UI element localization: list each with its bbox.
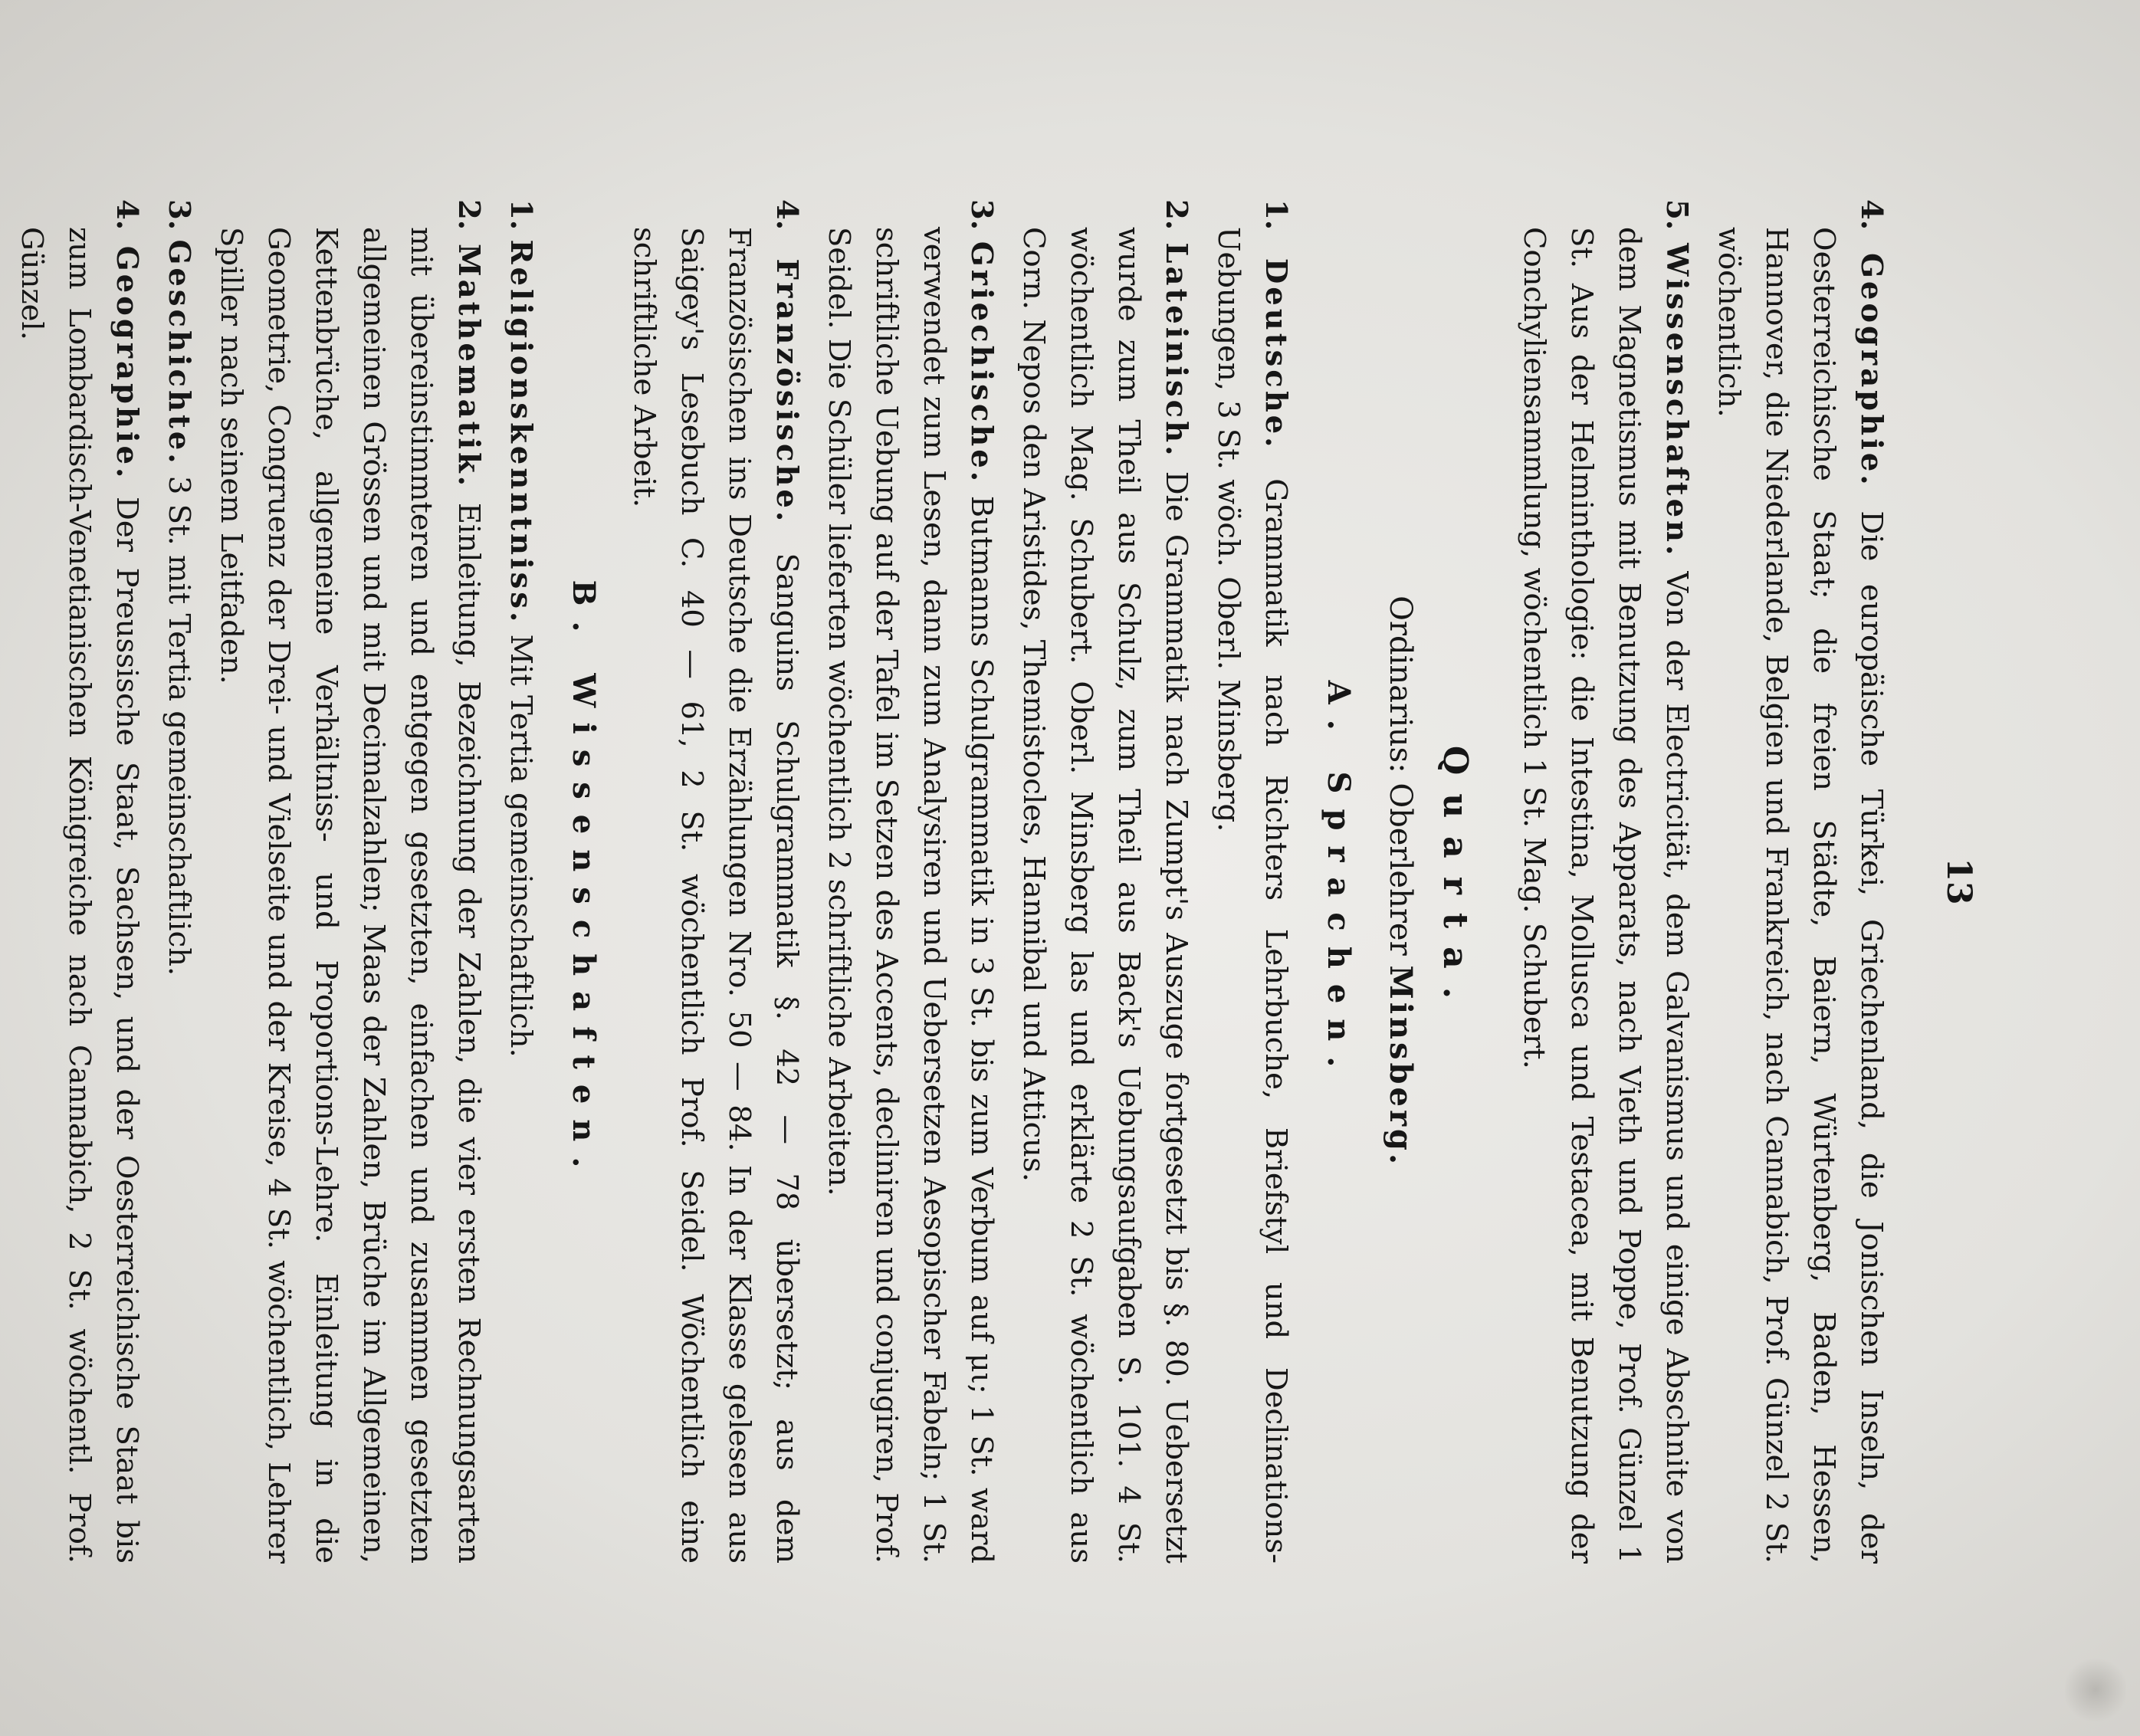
entry-naturwissenschaften — [0, 199, 3, 1564]
entry-geschichte — [155, 199, 202, 1564]
entry-heading: Religionskenntniss. — [504, 239, 538, 625]
entry-text: Sanguins Schulgrammatik §. 42 — 78 übersetzt; aus dem Französischen ins Deutsche die Erzählungen Nro. 50 — 84. In der Klasse gelesen aus Saigey's Lesebuch C. 40 — 61, 2 St. wöchentlich Prof. Seidel. Wöchentlich eine schriftliche Arbeit. — [627, 227, 804, 1564]
entry-geographie — [8, 199, 150, 1564]
entry-text: Mit Tertia gemeinschaftlich. — [504, 625, 538, 1058]
entry-number: 2. — [451, 199, 486, 231]
entry-heading: Mathematik. — [451, 244, 486, 490]
entry-heading: Geographie. — [1854, 252, 1889, 488]
entry-number: 2. — [1159, 199, 1193, 231]
entry-heading: Französische. — [770, 258, 804, 525]
entry-text: Grammatik nach Richters Lehrbuche, Briefstyl und Declinations-Uebungen, 3 St. wöch. Oberl. Minsberg. — [1211, 227, 1293, 1564]
ordinarius-line — [1383, 199, 1419, 1564]
entry-number: 4. — [770, 199, 804, 231]
entry-number: 1. — [504, 199, 538, 231]
entry-text: Von der Electricität, dem Galvanismus und einige Abschnite von dem Magnetismus mit Benutzung des Apparats, nach Vieth und Poppe, Prof. Günzel 1 St. Aus der Helminthologie: die Intestina, Mollusca und Testacea, mit Benutzung der Conchyliensammlung, wöchentlich 1 St. Mag. Schubert. — [1517, 227, 1694, 1564]
page-content — [15, 100, 2051, 1633]
entry-text: Butmanns Schulgrammatik in 3 St. bis zum Verbum auf μι; 1 St. ward verwendet zum Lesen, dann zum Analysiren und Uebersetzen Aesopischer Fabeln; 1 St. schriftliche Uebung auf der Tafel im Setzen des Accents, decliniren und conjugiren, Prof. Seidel. Die Schüler lieferten wöchentlich 2 schriftliche Arbeiten. — [822, 227, 999, 1564]
entry-franzoesische — [620, 199, 810, 1564]
entry-deutsche — [1204, 199, 1299, 1564]
entry-number: 4. — [1854, 199, 1889, 231]
entry-number: 5. — [1659, 199, 1694, 231]
entry-text: Die Grammatik nach Zumpt's Auszuge fortgesetzt bis §. 80. Uebersetzt wurde zum Theil aus Schulz, zum Theil aus Back's Uebungsaufgaben S. 101. 4 St. wöchentlich Mag. Schubert. Oberl. Minsberg las und erklärte 2 St. wöchentlich aus Corn. Nepos den Aristides, Themistocles, Hannibal und Atticus. — [1016, 227, 1193, 1564]
entry-heading: Griechische. — [964, 241, 999, 485]
entry-text: 3 St. mit Tertia gemeinschaftlich. — [162, 466, 196, 976]
entry-wissenschaften-top — [1510, 199, 1700, 1564]
entry-geographie-top — [1705, 199, 1895, 1564]
ordinarius-label: Ordinarius: Oberlehrer — [1383, 596, 1418, 956]
entry-text: Einleitung, Bezeichnung der Zahlen, die vier ersten Rechnungsarten mit übereinstimmteren und entgegen gesetzten, einfachen und zusammen gesetzten allgemeinen Grössen und mit Decimalzahlen; Maas der Zahlen, Brüche im Allgemeinen, Kettenbrüche, allgemeine Verhältniss- und Proportions-Lehre. Einleitung in die Geometrie, Congruenz der Drei- und Vielseite und der Kreise, 4 St. wöchentlich, Lehrer Spiller nach seinem Leitfaden. — [214, 227, 486, 1564]
entry-heading: Geographie. — [110, 245, 144, 481]
class-title: Quarta. — [1436, 745, 1475, 1018]
entry-heading: Wissenschaften. — [1659, 243, 1694, 559]
page-number: 13 — [1939, 858, 1978, 905]
entry-text: Die europäische Türkei, Griechenland, die Jonischen Inseln, der Oesterreichische Staat; die freien Städte, Baiern, Würtenberg, Baden, Hessen, Hannover, die Niederlande, Belgien und Frankreich, nach Cannabich, Prof. Günzel 2 St. wöchentlich. — [1712, 227, 1889, 1564]
entry-mathematik — [207, 199, 492, 1564]
entry-heading: Lateinisch. — [1159, 242, 1193, 459]
entry-religion — [497, 199, 544, 1564]
entry-number: 4. — [110, 199, 144, 231]
entry-number: 1. — [1259, 199, 1293, 231]
section-heading-wissenschaften: B. Wissenschaften. — [566, 579, 602, 1183]
entry-number: 3. — [162, 199, 196, 231]
entry-number: 3. — [964, 199, 999, 231]
paper-smudge — [2065, 1656, 2126, 1725]
entry-griechische — [815, 199, 1005, 1564]
entry-heading: Geschichte. — [162, 239, 196, 467]
entry-text: Der Preussische Staat, Sachsen, und der Oesterreichische Staat bis zum Lombardisch-Venetianischen Königreiche nach Cannabich, 2 St. wöchentl. Prof. Günzel. — [15, 227, 144, 1564]
entry-lateinisch — [1009, 199, 1200, 1564]
ordinarius-name: Minsberg. — [1383, 965, 1419, 1167]
section-heading-sprachen: A. Sprachen. — [1321, 680, 1357, 1083]
entry-heading: Deutsche. — [1259, 258, 1293, 451]
